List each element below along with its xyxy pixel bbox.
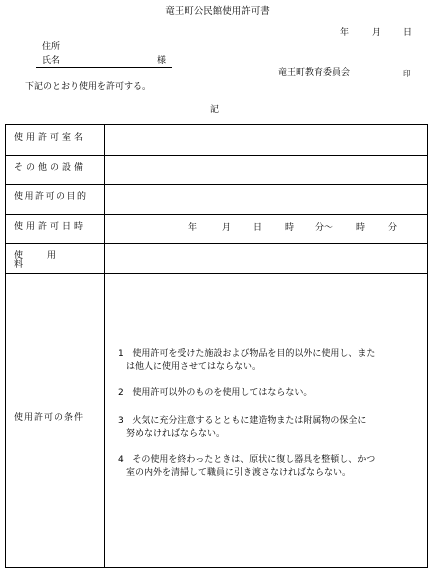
name-underline <box>36 67 172 68</box>
row-divider <box>6 155 427 156</box>
row-divider <box>6 243 427 244</box>
row-divider <box>6 273 427 274</box>
date-year-label: 年 <box>340 28 350 38</box>
condition-text: は他人に使用させてはならない。 <box>126 362 262 372</box>
datetime-month: 月 <box>222 223 232 233</box>
condition-text: 努めなければならない。 <box>126 429 226 439</box>
condition-number: 3 <box>118 416 124 426</box>
row-divider <box>6 184 427 185</box>
condition-text: 使用許可を受けた施設および物品を目的以外に使用し、また <box>132 349 376 359</box>
condition-text: 室の内外を清掃して職員に引き渡さなければならない。 <box>126 468 352 478</box>
datetime-hour: 時 <box>285 223 295 233</box>
condition-number: 1 <box>118 349 124 359</box>
condition-number: 2 <box>118 388 124 398</box>
condition-3 <box>118 415 366 441</box>
column-divider <box>104 125 105 567</box>
intro-sentence: 下記のとおり使用を許可する。 <box>25 82 152 92</box>
row-divider <box>6 214 427 215</box>
datetime-year: 年 <box>188 223 198 233</box>
permit-table: 使用許可室名 その他の設備 使用許可の目的 使用許可日時 使用料 使用許可の条件 年 月 日 時 分〜 時 分 1 使用許可を受けた施設および物品を目的以外に使用し、また は他人に使用させてはならない。 2 使用許可以外のものを使用してはならない。 3 火気に充分注意するとともに建造物または附属物の保全に 努めなければならない。 4 その使用を終わったときは、原状に復し器具を整頓し、かつ 室の内外を清掃して職員に引き渡さなければならない。 <box>5 124 428 568</box>
datetime-minute-range: 分〜 <box>315 223 334 233</box>
issuer-name: 竜王町教育委員会 <box>278 68 351 78</box>
seal-mark: 印 <box>403 69 411 78</box>
condition-4 <box>118 454 375 480</box>
datetime-end-minute: 分 <box>388 223 398 233</box>
name-label: 氏名 <box>42 56 61 66</box>
condition-text: 使用許可以外のものを使用してはならない。 <box>132 388 313 398</box>
datetime-end-hour: 時 <box>356 223 366 233</box>
datetime-day: 日 <box>253 223 263 233</box>
date-day-label: 日 <box>403 28 413 38</box>
condition-text: 火気に充分注意するとともに建造物または附属物の保全に <box>132 416 367 426</box>
address-label: 住所 <box>42 42 61 52</box>
ki-heading: 記 <box>210 105 220 115</box>
document-title: 竜王町公民館使用許可書 <box>165 6 270 17</box>
condition-text: その使用を終わったときは、原状に復し器具を整頓し、かつ <box>132 455 376 465</box>
honorific-label: 様 <box>157 56 167 66</box>
condition-number: 4 <box>118 455 124 465</box>
condition-1 <box>118 348 375 374</box>
date-month-label: 月 <box>372 28 382 38</box>
condition-2 <box>118 387 312 400</box>
